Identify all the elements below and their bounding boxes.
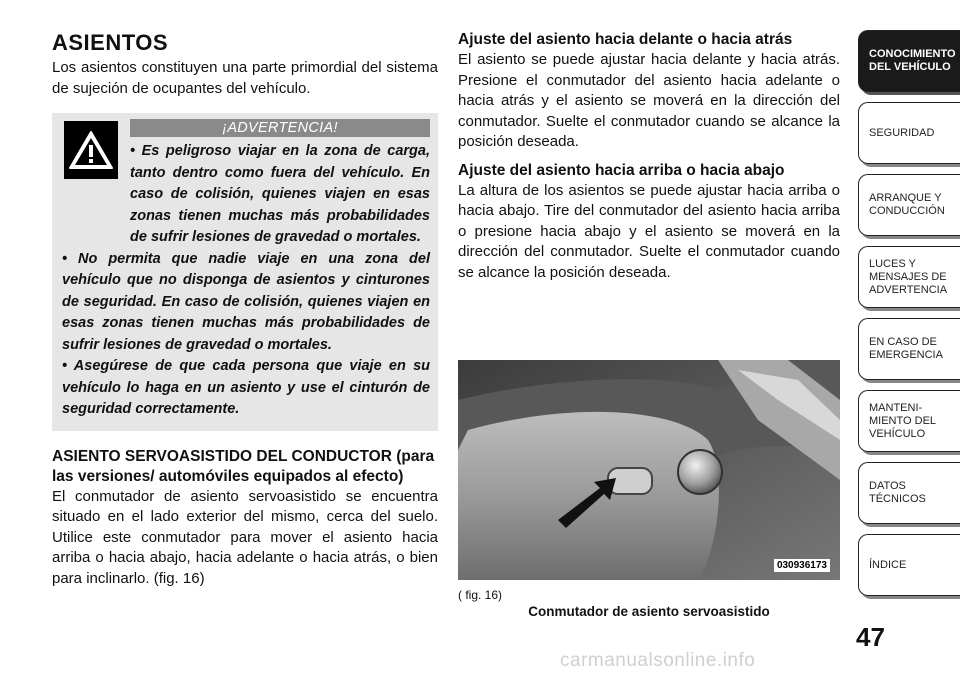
subsection-title [52, 447, 438, 487]
subsection-title-qualifier: (para las versiones/ automóviles equipados al efecto) [52, 447, 435, 485]
heading-fore-aft: Ajuste del asiento hacia delante o hacia atrás [458, 31, 793, 48]
warning-text [62, 141, 430, 421]
subsection-paragraph: El conmutador de asiento servoasistido se encuentra situado en el lado exterior del mismo, cerca del suelo. Utilice este conmutador para mover el asiento hacia arriba o hacia abajo, hacia adelante o hacia atrás, o bien para inclinarlo. (fig. 16) [52, 487, 438, 587]
tab-seguridad[interactable] [858, 102, 960, 164]
right-column [458, 30, 840, 283]
heading-up-down: Ajuste del asiento hacia arriba o hacia abajo [458, 161, 785, 179]
subsection-title-main: ASIENTO SERVOASISTIDO DEL CONDUCTOR [52, 447, 392, 465]
figure-reference: ( fig. 16) [458, 588, 503, 602]
tab-mantenimiento[interactable] [858, 390, 960, 452]
tab-label: DATOS TÉCNICOS [869, 480, 926, 505]
warning-bullet: • Asegúrese de que cada persona que viaje en su vehículo lo haga en un asiento y use el cinturón de seguridad correctamente. [62, 358, 430, 417]
paragraph-fore-aft: El asiento se puede ajustar hacia delante y hacia atrás. Presione el conmutador del asiento hacia adelante o hacia atrás y el asiento se moverá en la dirección del conmutador. Suelte el conmutador cuando se alcance la posición deseada. [458, 51, 840, 150]
tab-luces[interactable] [858, 246, 960, 308]
left-column [52, 30, 438, 589]
page-number: 47 [856, 622, 885, 652]
tab-label: ÍNDICE [869, 558, 907, 571]
tab-indice[interactable] [858, 534, 960, 596]
section-title: ASIENTOS [52, 30, 169, 55]
warning-box [52, 113, 438, 431]
warning-triangle-icon [64, 121, 118, 179]
tab-label: SEGURIDAD [869, 126, 935, 139]
seat-switch-photo [458, 360, 840, 580]
watermark: carmanualsonline.info [560, 650, 756, 671]
figure-code: 030936173 [774, 559, 830, 572]
intro-paragraph: Los asientos constituyen una parte primordial del sistema de sujeción de ocupantes del vehículo. [52, 59, 438, 97]
paragraph-up-down: La altura de los asientos se puede ajustar hacia arriba o hacia abajo. Tire del conmutador del asiento hacia arriba o presione hacia abajo y el asiento se moverá en la dirección del conmutador. Suelte el conmutador cuando se alcance la posición deseada. [458, 181, 840, 281]
tab-arranque[interactable] [858, 174, 960, 236]
warning-bullet: • Es peligroso viajar en la zona de carga, tanto dentro como fuera del vehículo. En caso de colisión, quienes viajen en esas zonas tienen muchas más probabilidades de sufrir lesiones de gravedad o mortales. [130, 143, 430, 245]
chapter-tabs [858, 30, 960, 606]
tab-label: EN CASO DE EMERGENCIA [869, 336, 943, 361]
tab-emergencia[interactable] [858, 318, 960, 380]
figure-title: Conmutador de asiento servoasistido [528, 604, 770, 619]
warning-bullet: • No permita que nadie viaje en una zona del vehículo que no disponga de asientos y cinturones de seguridad. En caso de colisión, quienes viajen en esas zonas tienen muchas más probabilidades de sufrir lesiones de gravedad o mortales. [62, 250, 430, 353]
warning-title: ¡ADVERTENCIA! [130, 119, 430, 137]
tab-label: CONOCIMIENTO DEL VEHÍCULO [869, 48, 956, 73]
tab-label: LUCES Y MENSAJES DE ADVERTENCIA [869, 257, 948, 296]
tab-conocimiento[interactable] [858, 30, 960, 92]
tab-label: MANTENI-MIENTO DEL VEHÍCULO [869, 401, 936, 440]
seat-photo-illustration [458, 360, 840, 580]
tab-label: ARRANQUE Y CONDUCCIÓN [869, 192, 945, 217]
tab-datos[interactable] [858, 462, 960, 524]
